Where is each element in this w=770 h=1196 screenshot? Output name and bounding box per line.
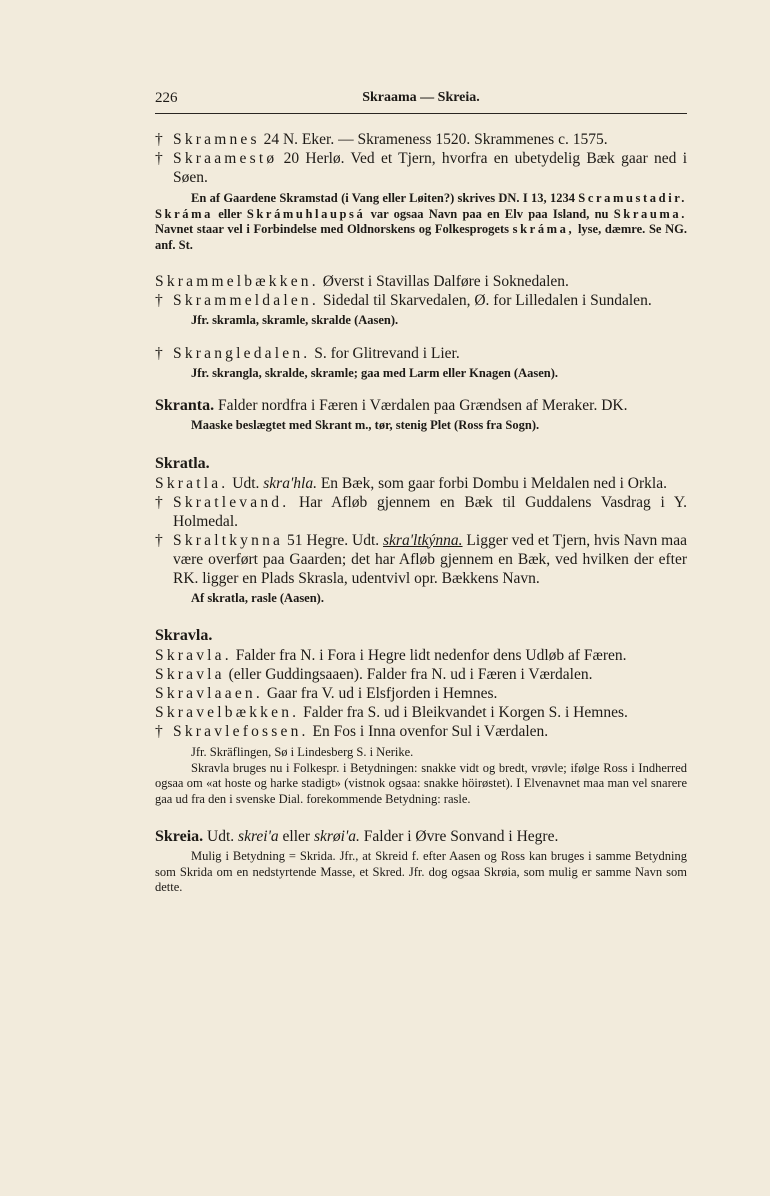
- note-skraflingen: Jfr. Skräflingen, Sø i Lindesberg S. i Nerike.: [191, 745, 414, 759]
- dagger-icon: †: [155, 131, 163, 148]
- entry-skrammeldalen: † Skrammeldalen. Sidedal til Skarvedalen, Ø. for Lilledalen i Sundalen.: [155, 292, 652, 309]
- entry-skravlefossen: † Skravlefossen. En Fos i Inna ovenfor Sul i Værdalen.: [155, 723, 549, 740]
- note-skrangla: Jfr. skrangla, skralde, skramle; gaa med Larm eller Knagen (Aasen).: [191, 365, 558, 380]
- dagger-icon: †: [155, 344, 163, 362]
- note-skramla: Jfr. skramla, skramle, skralde (Aasen).: [191, 313, 399, 327]
- entry-skravla-1: Skravla. Falder fra N. i Fora i Hegre lidt nedenfor dens Udløb af Færen.: [155, 647, 627, 664]
- entry-skravelbaekken: Skravelbækken. Falder fra S. ud i Bleikvandet i Korgen S. i Hemnes.: [155, 704, 628, 721]
- entry-skranta: Skranta. Falder nordfra i Færen i Værdalen paa Grændsen af Meraker. DK.: [155, 397, 628, 414]
- entry-skraamesto: † Skraamestø 20 Herlø. Ved et Tjern, hvorfra en ubetydelig Bæk gaar ned i Søen.: [155, 150, 687, 186]
- dagger-icon: †: [155, 292, 163, 309]
- dagger-icon: †: [155, 723, 163, 740]
- dagger-icon: †: [155, 531, 163, 549]
- entry-skratlevand: † Skratlevand. Har Afløb gjennem en Bæk til Guddalens Vasdrag i Y. Holmedal.: [155, 493, 687, 530]
- entry-skraltkynna: † Skraltkynna 51 Hegre. Udt. skra'ltkýnna. Ligger ved et Tjern, hvis Navn maa være overført paa Gaarden; det har Afløb gjennem en Bæk, ved hvilken der efter RK. ligger en Plads Skrasla, udentvivl opr. Bækkens Navn.: [155, 531, 687, 587]
- entry-skramnes: † Skramnes 24 N. Eker. — Skrameness 1520. Skrammenes c. 1575.: [155, 131, 608, 148]
- entry-skravla-2: Skravla (eller Guddingsaaen). Falder fra N. ud i Færen i Værdalen.: [155, 666, 593, 683]
- running-title: Skraama — Skreia.: [362, 90, 480, 105]
- dagger-icon: †: [155, 493, 163, 511]
- dagger-icon: †: [155, 150, 163, 167]
- note-skravla-meaning: Skravla bruges nu i Folkespr. i Betydningen: snakke vidt og bredt, vrøvle; ifølge Ross i Indherred ogsaa om «at hoste og harke stadigt» (vistnok ogsaa: snakke höirøstet). I Elvenavnet maa man vel snarere gaa ud fra den i svenske Dial. forekommende Betydning: rasle.: [155, 760, 687, 806]
- section-heading-skravla: Skravla.: [155, 627, 213, 644]
- entry-skrangledalen: † Skrangledalen. S. for Glitrevand i Lier.: [155, 344, 460, 362]
- page-header: [155, 90, 687, 112]
- note-skrant: Maaske beslægtet med Skrant m., tør, stenig Plet (Ross fra Sogn).: [191, 418, 540, 432]
- entry-skratla: Skratla. Udt. skra'hla. En Bæk, som gaar forbi Dombu i Meldalen ned i Orkla.: [155, 474, 667, 492]
- entry-skrammelbaekken: Skrammelbækken. Øverst i Stavillas Dalføre i Soknedalen.: [155, 273, 569, 290]
- note-skramstad: En af Gaardene Skramstad (i Vang eller Løiten?) skrives DN. I 13, 1234 Scramustadir. Skráma eller Skrámuhlaupsá var ogsaa Navn paa en Elv paa Island, nu Skrauma. Navnet staar vel i Forbindelse med Oldnorskens og Folkesprogets skráma, lyse, dæmre. Se NG. anf. St.: [155, 191, 687, 252]
- page-number: 226: [155, 90, 178, 106]
- section-heading-skratla: Skratla.: [155, 454, 210, 472]
- entry-skravlaaen: Skravlaaen. Gaar fra V. ud i Elsfjorden i Hemnes.: [155, 685, 498, 702]
- entry-skreia: Skreia. Udt. skrei'a eller skrøi'a. Falder i Øvre Sonvand i Hegre.: [155, 828, 559, 845]
- header-rule: [155, 113, 687, 114]
- note-skreia: Mulig i Betydning = Skrida. Jfr., at Skreid f. efter Aasen og Ross kan bruges i samme Betydning som Skrida om en nedstyrtende Masse, et Skred. Jfr. dog ogsaa Skrøia, som mulig er samme Navn som dette.: [155, 849, 687, 894]
- note-skratla: Af skratla, rasle (Aasen).: [191, 590, 324, 605]
- page-content: [155, 130, 687, 896]
